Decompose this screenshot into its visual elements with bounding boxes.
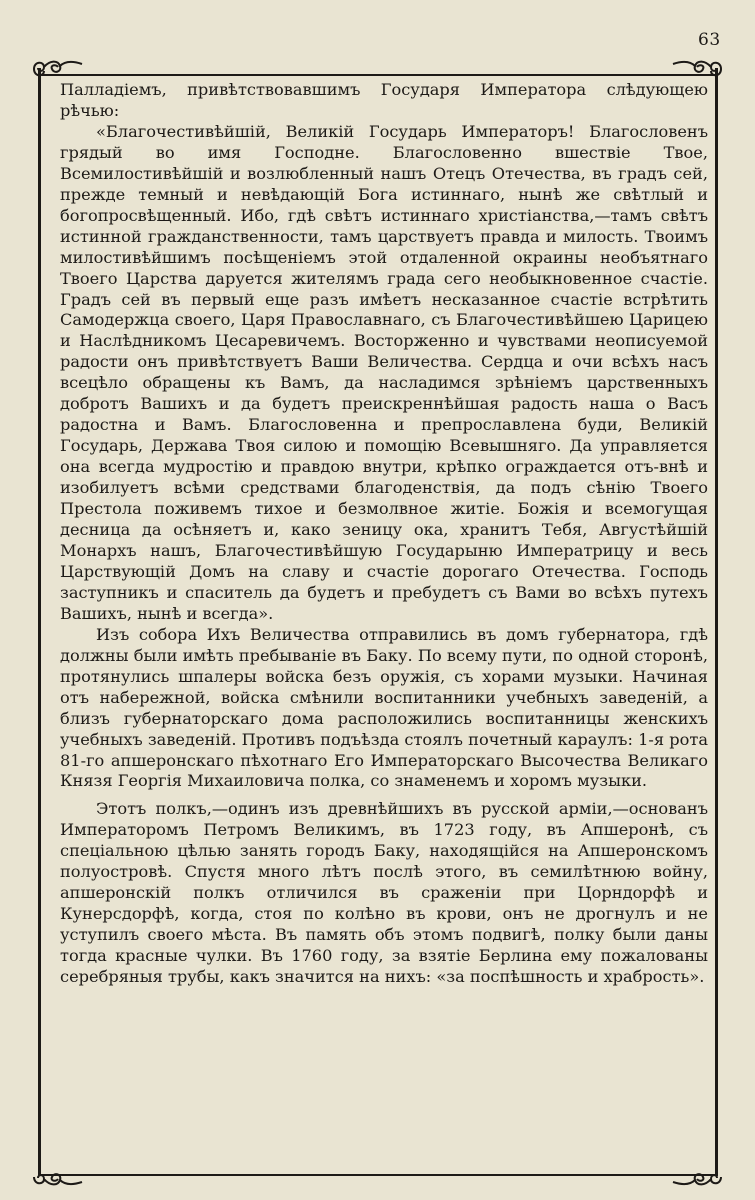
page-body [60, 80, 708, 988]
corner-ornament-icon [669, 56, 725, 82]
page-number: 63 [698, 30, 721, 50]
corner-ornament-icon [30, 56, 86, 82]
paragraph-cathedral-departure: Изъ собора Ихъ Величества отправились въ домъ губернатора, гдѣ должны были имѣть пребываніе въ Баку. По всему пути, по одной сторонѣ, протянулись шпалеры войска безъ оружія, съ хорами музыки. Начиная отъ набережной, войска смѣнили воспитанники учебныхъ заведеній, а близъ губернаторскаго дома расположились воспитанницы женскихъ учебныхъ заведеній. Противъ подъѣзда стоялъ почетный караулъ: 1-я рота 81-го апшеронскаго пѣхотнаго Его Императорскаго Высочества Великаго Князя Георгія Михаиловича полка, со знаменемъ и хоромъ музыки. [60, 624, 708, 791]
corner-ornament-icon [669, 1164, 725, 1190]
paragraph-intro: Палладіемъ, привѣтствовавшимъ Государя Императора слѣдующею рѣчью: [60, 80, 708, 120]
paragraph-speech: «Благочестивѣйшій, Великій Государь Императоръ! Благословенъ грядый во имя Господне. Благословенно вшествіе Твое, Всемилостивѣйшій и возлюбленный нашъ Отецъ Отечества, въ градъ сей, прежде темный и невѣдающій Бога истиннаго, нынѣ же свѣтлый и богопросвѣщенный. Ибо, гдѣ свѣтъ истиннаго христіанства,—тамъ свѣтъ истинной гражданственности, тамъ царствуетъ правда и милость. Твоимъ милостивѣйшимъ посѣщеніемъ этой отдаленной окраины необъятнаго Твоего Царства даруется жителямъ града сего необыкновенное счастіе. Градъ сей въ первый еще разъ имѣетъ несказанное счастіе встрѣтить Самодержца своего, Царя Православнаго, съ Благочестивѣйшею Царицею и Наслѣдникомъ Цесаревичемъ. Восторженно и чувствами неописуемой радости онъ привѣтствуетъ Ваши Величества. Сердца и очи всѣхъ насъ всецѣло обращены къ Вамъ, да насладимся зрѣніемъ царственныхъ добротъ Вашихъ и да будетъ преискреннѣйшая радость наша о Васъ радостна и Вамъ. Благословенна и препрославлена буди, Великій Государь, Держава Твоя силою и помощію Всевышняго. Да управляется она всегда мудростію и правдою внутри, крѣпко ограждается отъ-внѣ и изобилуетъ всѣми средствами благоденствія, да подъ сѣнію Твоего Престола поживемъ тихое и безмолвное житіе. Божія и всемогущая десница да осѣняетъ и, како зеницу ока, хранитъ Тебя, Августѣйшій Монархъ нашъ, Благочестивѣйшую Государыню Императрицу и весь Царствующій Домъ на славу и счастіе дорогаго Отечества. Господь заступникъ и спаситель да будетъ и пребудетъ съ Вами во всѣхъ путехъ Вашихъ, нынѣ и всегда». [60, 121, 708, 623]
corner-ornament-icon [30, 1164, 86, 1190]
paragraph-regiment-history: Этотъ полкъ,—одинъ изъ древнѣйшихъ въ русской арміи,—основанъ Императоромъ Петромъ Великимъ, въ 1723 году, въ Апшеронѣ, съ спеціальною цѣлью занять городъ Баку, находящійся на Апшеронскомъ полуостровѣ. Спустя много лѣтъ послѣ этого, въ семилѣтнюю войну, апшеронскій полкъ отличился въ сраженіи при Цорндорфѣ и Кунерсдорфѣ, когда, стоя по колѣно въ крови, онъ не дрогнулъ и не уступилъ своего мѣста. Въ память объ этомъ подвигѣ, полку были даны тогда красные чулки. Въ 1760 году, за взятіе Берлина ему пожалованы серебряныя трубы, какъ значится на нихъ: «за поспѣшность и храбрость». [60, 799, 708, 987]
